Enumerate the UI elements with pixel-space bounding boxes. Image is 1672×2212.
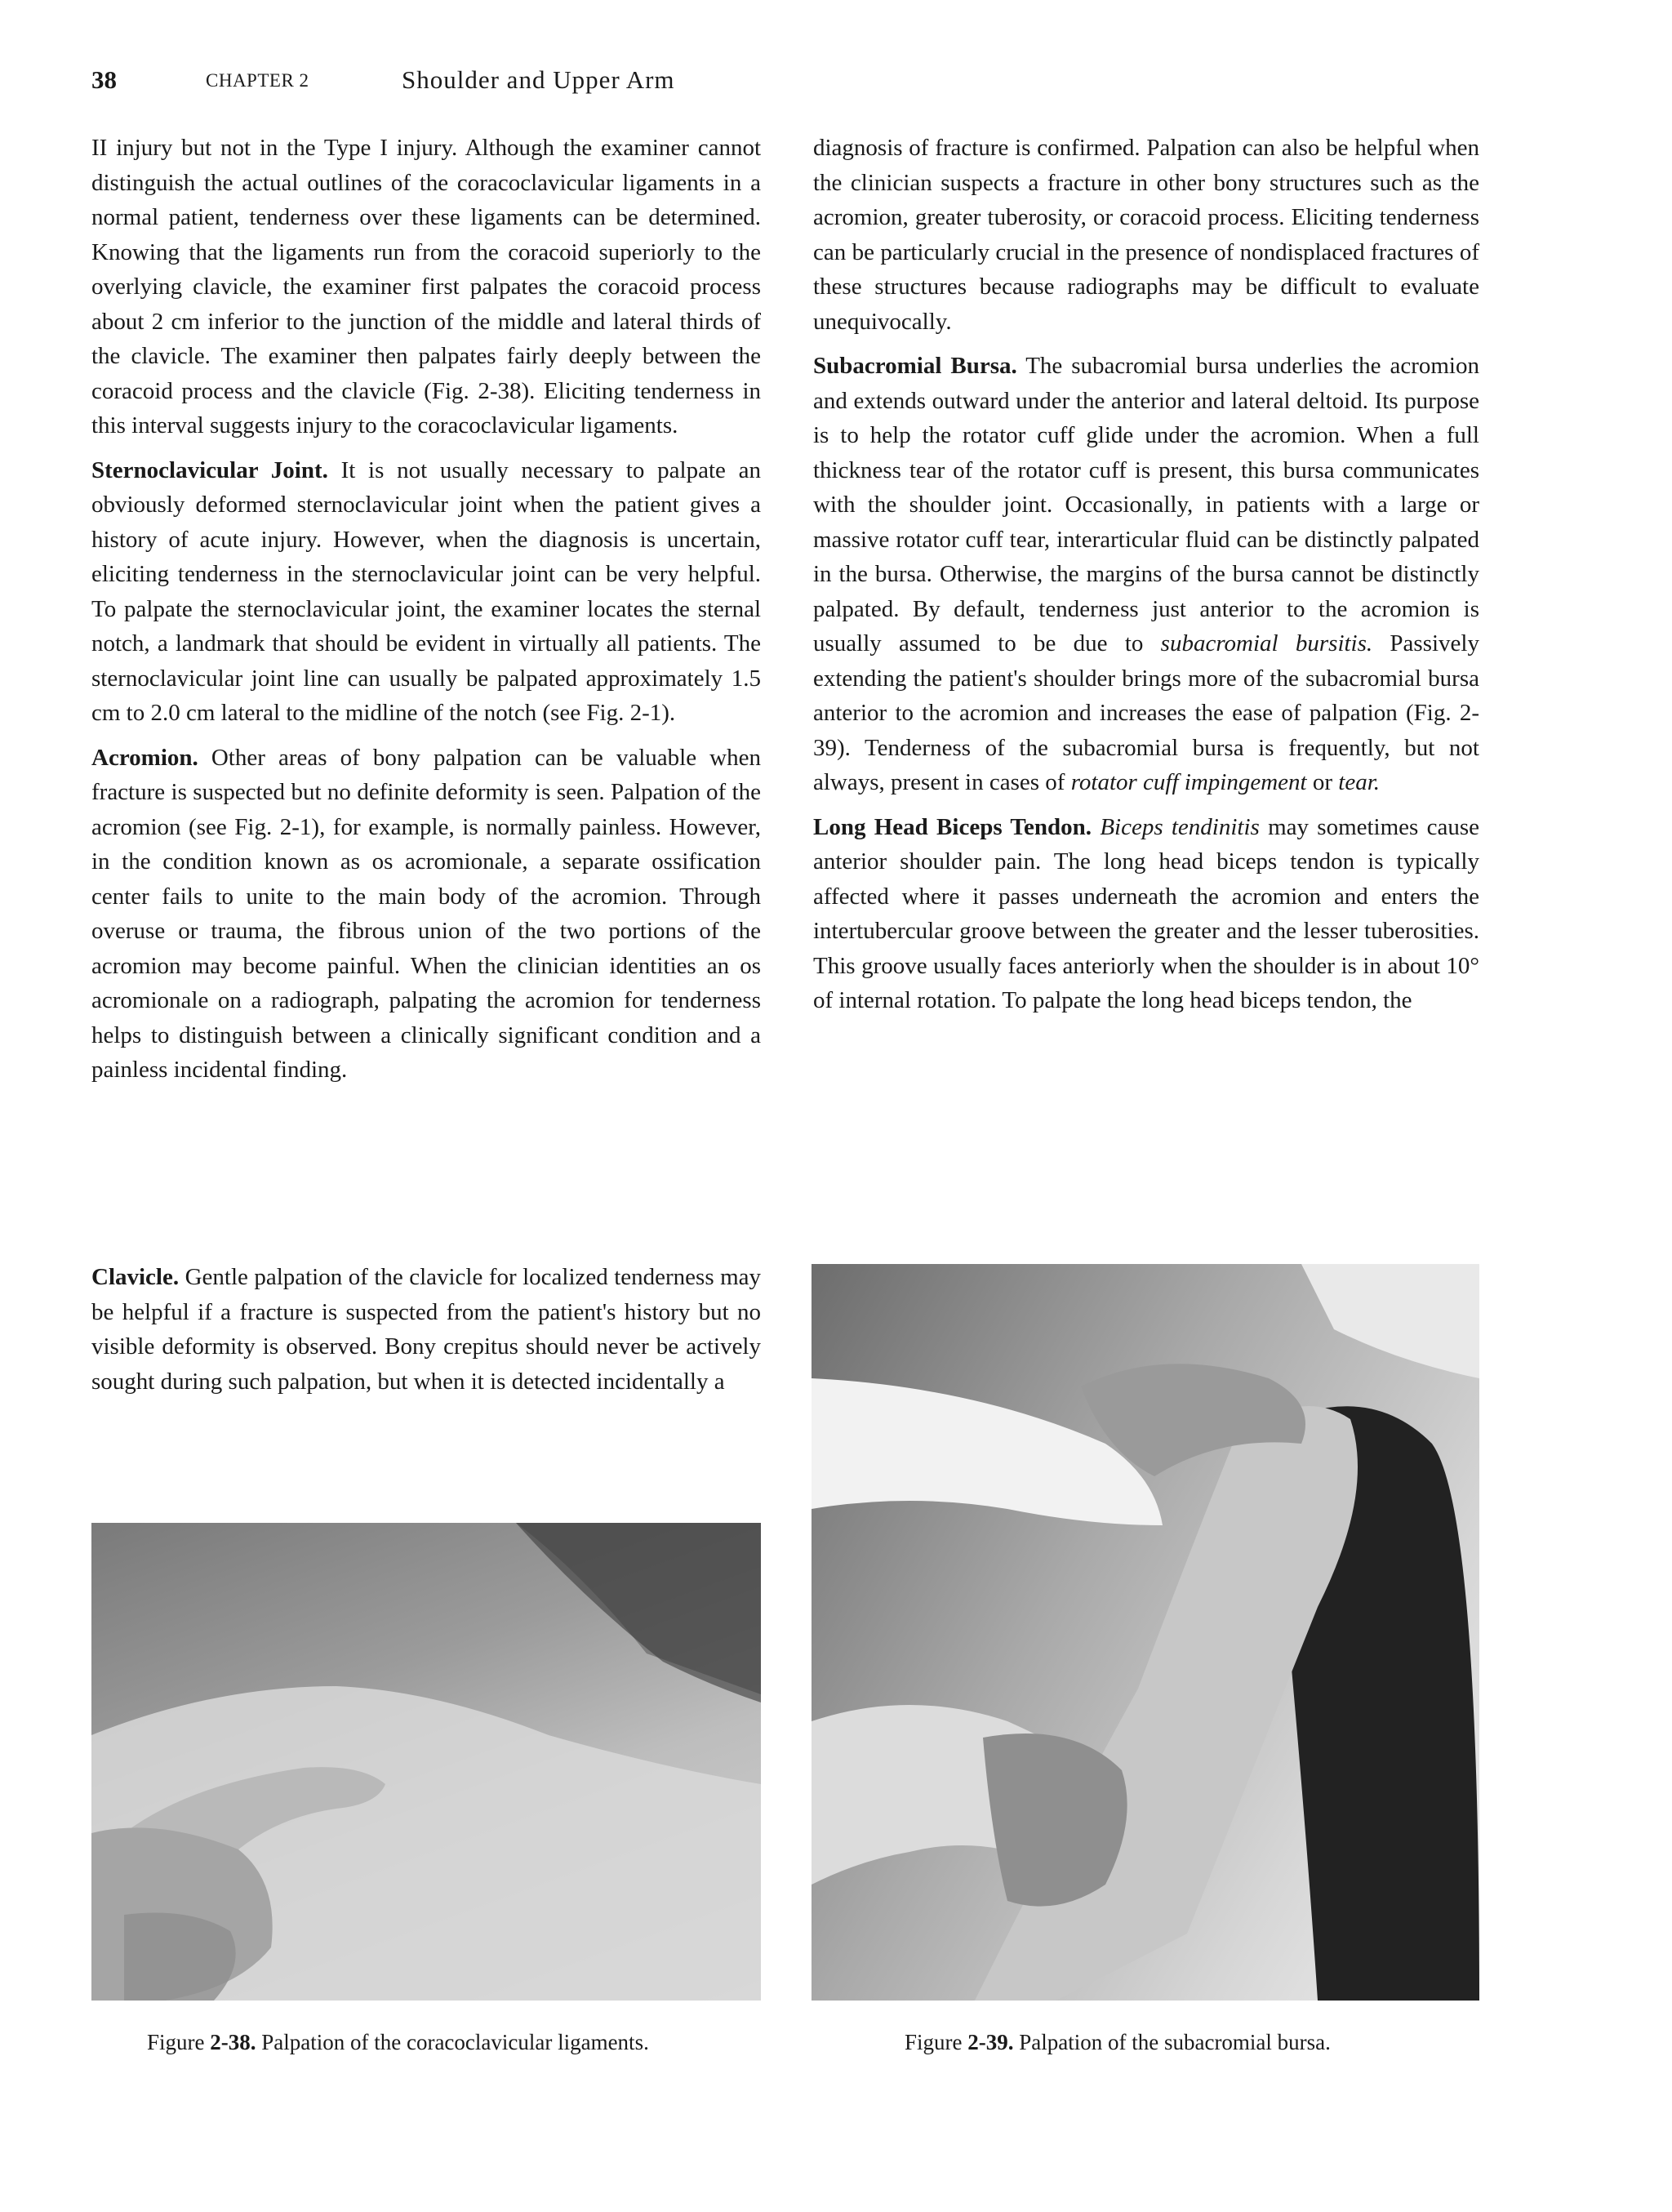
text-clavicle: Gentle palpation of the clavicle for localized tenderness may be helpful if a fracture is suspected from the patient's history but no visible deformity is observed. Bony crepitus should never be actively sought during such palpation, but when it is detected incidentally a	[91, 1264, 761, 1395]
heading-sternoclavicular: Sternoclavicular Joint.	[91, 456, 328, 483]
caption-number: 2-38.	[210, 2030, 256, 2054]
palpation-coracoclavicular-photo	[91, 1523, 761, 2001]
text-acromion: Other areas of bony palpation can be valuable when fracture is suspected but no definite deformity is seen. Palpation of the acromion (see Fig. 2-1), for example, is normally painless. However, in the condition known as os acromionale, a separate ossification center fails to unite to the main body of the acromion. Through overuse or trauma, the fibrous union of the two portions of the acromion may become painful. When the clinician identities an os acromionale on a radiograph, palpating the acromion for tenderness helps to distinguish between a clinically significant condition and a painless incidental finding.	[91, 744, 761, 1083]
chapter-title: Shoulder and Upper Arm	[402, 65, 675, 94]
text-biceps: may sometimes cause anterior shoulder pain. The long head biceps tendon is typically affected where it passes underneath the acromion and enters the intertubercular groove between the greater and the lesser tuberosities. This groove usually faces anteriorly when the shoulder is in about 10° of internal rotation. To palpate the long head biceps tendon, the	[813, 813, 1479, 1013]
term-biceps-tendinitis: Biceps tendinitis	[1100, 813, 1260, 840]
paragraph-clavicle	[91, 1260, 761, 1399]
text-subacromial-b: Passively extending the patient's shoulder brings more of the subacromial bursa anterior to the acromion and increases the ease of palpation (Fig. 2-39). Tenderness of the subacromial bursa is frequently, but not always, present in cases of	[813, 630, 1479, 795]
caption-label: Figure	[147, 2030, 211, 2054]
paragraph-continued-right: diagnosis of fracture is confirmed. Palpation can also be helpful when the clinician suspects a fracture in other bony structures such as the acromion, greater tuberosity, or coracoid process. Eliciting tenderness can be particularly crucial in the presence of nondisplaced fractures of these structures because radiographs may be difficult to evaluate unequivocally.	[813, 135, 1479, 335]
term-subacromial-bursitis: subacromial bursitis.	[1160, 630, 1373, 656]
caption-label: Figure	[905, 2030, 968, 2054]
heading-acromion: Acromion.	[91, 744, 198, 771]
term-tear: tear.	[1338, 769, 1381, 795]
term-rotator-cuff-impingement: rotator cuff impingement	[1070, 769, 1307, 795]
left-column	[91, 131, 761, 1097]
paragraph-sternoclavicular	[91, 453, 761, 731]
figure-2-38-caption	[147, 2030, 649, 2055]
heading-subacromial: Subacromial Bursa.	[813, 353, 1017, 379]
text-subacromial-a: The subacromial bursa underlies the acromion and extends outward under the anterior and lateral deltoid. Its purpose is to help the rotator cuff glide under the acromion. When a full thickness tear of the rotator cuff is present, this bursa communicates with the shoulder joint. Occasionally, in patients with a large or massive rotator cuff tear, interarticular fluid can be distinctly palpated in the bursa. Otherwise, the margins of the bursa cannot be distinctly palpated. By default, tenderness just anterior to the acromion is usually assumed to be due to	[813, 353, 1479, 656]
right-column	[813, 131, 1479, 1028]
caption-text: Palpation of the coracoclavicular ligaments.	[256, 2030, 649, 2054]
paragraph-acromion	[91, 741, 761, 1088]
heading-clavicle: Clavicle.	[91, 1264, 180, 1290]
chapter-label: CHAPTER 2	[206, 70, 309, 91]
heading-biceps: Long Head Biceps Tendon.	[813, 813, 1092, 840]
palpation-subacromial-photo	[812, 1264, 1479, 2001]
figure-2-38-photo	[91, 1523, 761, 2001]
text-subacromial-c: or	[1306, 769, 1339, 795]
paragraph-continued: II injury but not in the Type I injury. Although the examiner cannot distinguish the actual outlines of the coracoclavicular ligaments in a normal patient, tenderness over these ligaments can be determined. Knowing that the ligaments run from the coracoid superiorly to the overlying clavicle, the examiner first palpates the coracoid process about 2 cm inferior to the junction of the middle and lateral thirds of the clavicle. The examiner then palpates fairly deeply between the coracoid process and the clavicle (Fig. 2-38). Eliciting tenderness in this interval suggests injury to the coracoclavicular ligaments.	[91, 135, 761, 438]
caption-number: 2-39.	[967, 2030, 1014, 2054]
figure-2-39-photo	[812, 1264, 1479, 2001]
text-sternoclavicular: It is not usually necessary to palpate an obviously deformed sternoclavicular joint when the patient gives a history of acute injury. However, when the diagnosis is uncertain, eliciting tenderness in the sternoclavicular joint can be very helpful. To palpate the sternoclavicular joint, the examiner locates the sternal notch, a landmark that should be evident in virtually all patients. The sternoclavicular joint line can usually be palpated approximately 1.5 cm to 2.0 cm lateral to the midline of the notch (see Fig. 2-1).	[91, 456, 761, 726]
caption-text: Palpation of the subacromial bursa.	[1013, 2030, 1331, 2054]
paragraph-subacromial	[813, 349, 1479, 800]
figure-2-39-caption	[905, 2030, 1331, 2055]
page-number: 38	[91, 65, 117, 94]
paragraph-biceps	[813, 810, 1479, 1018]
